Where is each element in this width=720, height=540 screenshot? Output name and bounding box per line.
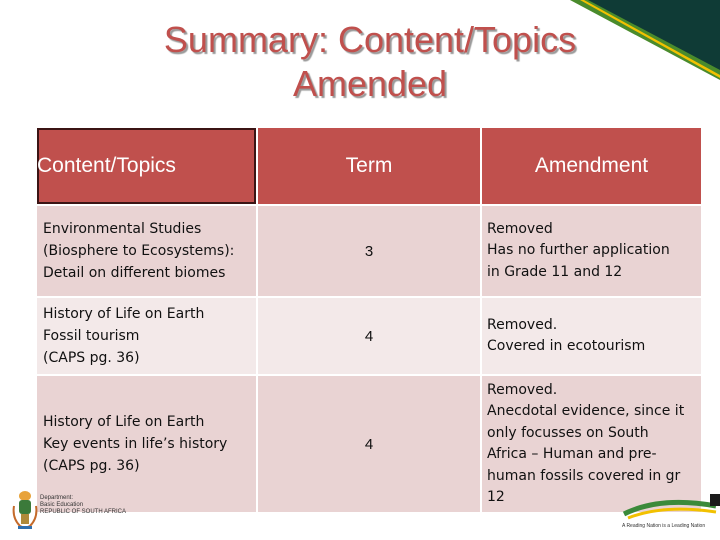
amendment-line: only focusses on South xyxy=(487,424,649,441)
department-line: Department: xyxy=(40,495,74,501)
term-cell: 3 xyxy=(257,205,481,297)
slide-title-line-1: Summary: Content/Topics xyxy=(163,19,577,60)
amendment-line: Removed. xyxy=(487,316,558,333)
amendment-line: Anecdotal evidence, since it xyxy=(487,403,685,419)
topic-cell xyxy=(36,297,257,375)
sa-coat-of-arms-icon xyxy=(10,488,40,532)
topic-line: (CAPS pg. 36) xyxy=(43,350,140,366)
slide-title xyxy=(0,18,720,106)
topic-cell xyxy=(36,205,257,297)
amendment-line: Covered in ecotourism xyxy=(487,338,646,354)
amendment-line: 12 xyxy=(487,489,505,505)
amendment-cell xyxy=(481,297,702,375)
table-row xyxy=(36,297,702,375)
topic-line: Fossil tourism xyxy=(43,328,140,344)
slide-title-line-2: Amended xyxy=(292,63,448,104)
amendment-line: Has no further application xyxy=(487,242,670,259)
amendment-line: Removed. xyxy=(487,381,558,398)
department-name xyxy=(40,495,126,516)
amendment-cell xyxy=(481,205,702,297)
department-logo xyxy=(10,488,160,534)
term-cell: 4 xyxy=(257,375,481,513)
header-amendment: Amendment xyxy=(481,127,702,205)
header-term: Term xyxy=(257,127,481,205)
table-header-row xyxy=(36,127,702,205)
department-line: Basic Education xyxy=(40,502,84,508)
topic-line: History of Life on Earth xyxy=(43,306,205,322)
topic-line: (CAPS pg. 36) xyxy=(43,458,140,474)
tagline: A Reading Nation is a Leading Nation xyxy=(622,523,706,529)
term-cell: 4 xyxy=(257,297,481,375)
amendment-line: Removed xyxy=(487,220,553,237)
reading-nation-logo xyxy=(600,490,720,534)
amendment-line: in Grade 11 and 12 xyxy=(487,263,623,280)
summary-table xyxy=(35,126,703,514)
topic-line: (Biosphere to Ecosystems): xyxy=(43,243,235,259)
amendment-line: Africa – Human and pre- xyxy=(487,446,657,462)
reading-nation-swoosh-icon xyxy=(620,490,720,522)
header-content-topics: Content/Topics xyxy=(36,127,257,205)
topic-line: Detail on different biomes xyxy=(43,265,226,281)
topic-line: Key events in life’s history xyxy=(43,436,228,452)
topic-line: Environmental Studies xyxy=(43,221,202,237)
department-line: REPUBLIC OF SOUTH AFRICA xyxy=(40,509,127,515)
topic-line: History of Life on Earth xyxy=(43,414,205,430)
amendment-line: human fossils covered in gr xyxy=(487,467,681,484)
table-row xyxy=(36,205,702,297)
